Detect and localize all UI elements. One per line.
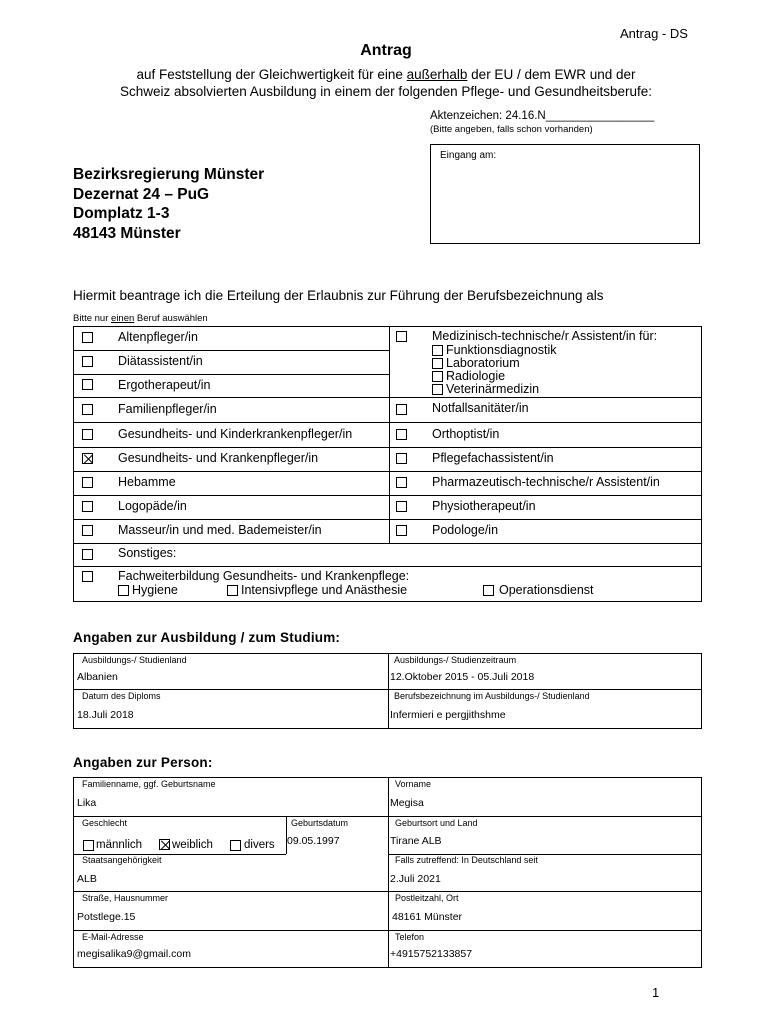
address-line-3: Domplatz 1-3 — [73, 205, 170, 222]
address-line-2: Dezernat 24 – PuG — [73, 185, 210, 203]
address-line-4: 48143 Münster — [73, 224, 181, 242]
caption-vorname: Vorname — [395, 779, 432, 789]
page-title: Antrag — [360, 42, 412, 59]
field-studienland[interactable]: Albanien — [77, 671, 118, 683]
label-kinderkrankenpfleger: Gesundheits- und Kinderkrankenpfleger/in — [118, 427, 353, 441]
document-tag: Antrag - DS — [620, 26, 688, 41]
label-laboratorium: Laboratorium — [446, 356, 520, 370]
hint-pre: Bitte nur — [73, 313, 112, 324]
field-familienname[interactable]: Lika — [77, 797, 97, 809]
page-number: 1 — [652, 985, 660, 1000]
person-table — [73, 777, 702, 968]
checkbox-laboratorium[interactable] — [432, 358, 443, 369]
label-hygiene: Hygiene — [132, 583, 178, 597]
label-altenpfleger: Altenpfleger/in — [118, 330, 198, 344]
checkbox-radiologie[interactable] — [432, 371, 443, 382]
eingang-label: Eingang am: — [440, 150, 497, 161]
checkbox-kinderkrankenpfleger[interactable] — [82, 429, 93, 440]
checkbox-veterinaermedizin[interactable] — [432, 384, 443, 395]
section-person-heading: Angaben zur Person: — [73, 755, 213, 770]
checkbox-notfallsanitaeter[interactable] — [396, 404, 407, 415]
field-in-deutschland-seit[interactable]: 2.Juli 2021 — [390, 873, 441, 885]
label-sonstiges: Sonstiges: — [118, 546, 177, 560]
label-krankenpfleger: Gesundheits- und Krankenpfleger/in — [118, 451, 319, 465]
checkbox-fachweiterbildung[interactable] — [82, 571, 93, 582]
field-vorname[interactable]: Megisa — [390, 797, 424, 809]
field-strasse[interactable]: Potstlege.15 — [77, 911, 136, 923]
checkbox-logopaede[interactable] — [82, 501, 93, 512]
label-weiblich: weiblich — [172, 839, 213, 851]
label-diaetassistent: Diätassistent/in — [118, 354, 203, 368]
subtitle-line-2: Schweiz absolvierten Ausbildung in einem der folgenden Pflege- und Gesundheitsberufe: — [119, 84, 653, 99]
field-berufsbezeichnung[interactable]: Infermieri e pergjithshme — [390, 709, 506, 721]
field-geburtsdatum[interactable]: 09.05.1997 — [287, 835, 340, 847]
label-pta: Pharmazeutisch-technische/r Assistent/in — [432, 475, 660, 489]
caption-plz-ort: Postleitzahl, Ort — [395, 893, 459, 903]
label-familienpfleger: Familienpfleger/in — [118, 402, 217, 416]
checkbox-krankenpfleger[interactable] — [82, 453, 93, 464]
caption-strasse: Straße, Hausnummer — [82, 893, 169, 903]
aktenzeichen-note: (Bitte angeben, falls schon vorhanden) — [430, 124, 593, 135]
field-plz-ort[interactable]: 48161 Münster — [392, 911, 463, 923]
field-staatsangehoerigkeit[interactable]: ALB — [77, 873, 97, 885]
label-fachweiterbildung: Fachweiterbildung Gesundheits- und Krankenpflege: — [118, 569, 410, 583]
caption-geburtsort: Geburtsort und Land — [395, 818, 478, 828]
label-divers: divers — [244, 839, 275, 851]
label-intensivpflege: Intensivpflege und Anästhesie — [241, 583, 408, 597]
label-mta: Medizinisch-technische/r Assistent/in für: — [432, 329, 658, 343]
subtitle-underlined: außerhalb — [406, 67, 468, 82]
page-subtitle — [0, 66, 768, 100]
profession-table — [73, 326, 702, 602]
checkbox-altenpfleger[interactable] — [82, 332, 93, 343]
label-pflegefachassistent: Pflegefachassistent/in — [432, 451, 554, 465]
checkbox-mta[interactable] — [396, 331, 407, 342]
label-veterinaermedizin: Veterinärmedizin — [446, 382, 540, 396]
recipient-address — [73, 165, 264, 243]
section-ausbildung-heading: Angaben zur Ausbildung / zum Studium: — [73, 630, 341, 645]
checkbox-maennlich[interactable] — [83, 840, 94, 851]
label-hebamme: Hebamme — [118, 475, 176, 489]
label-logopaede: Logopäde/in — [118, 499, 187, 513]
checkbox-diaetassistent[interactable] — [82, 356, 93, 367]
label-maennlich: männlich — [96, 839, 143, 851]
ausbildung-table — [73, 653, 702, 729]
selection-hint — [73, 313, 208, 324]
checkbox-masseur[interactable] — [82, 525, 93, 536]
checkbox-sonstiges[interactable] — [82, 549, 93, 560]
subtitle-text-pre: auf Feststellung der Gleichwertigkeit für eine — [136, 67, 407, 82]
label-masseur: Masseur/in und med. Bademeister/in — [118, 523, 322, 537]
caption-geschlecht: Geschlecht — [82, 818, 128, 828]
checkbox-ergotherapeut[interactable] — [82, 379, 93, 390]
checkbox-pflegefachassistent[interactable] — [396, 453, 407, 464]
field-studienzeitraum[interactable]: 12.Oktober 2015 - 05.Juli 2018 — [390, 671, 535, 683]
checkbox-orthoptist[interactable] — [396, 429, 407, 440]
field-geburtsort[interactable]: Tirane ALB — [390, 835, 442, 847]
caption-berufsbezeichnung: Berufsbezeichnung im Ausbildungs-/ Studienland — [394, 691, 590, 701]
label-podologe: Podologe/in — [432, 523, 499, 537]
caption-familienname: Familienname, ggf. Geburtsname — [82, 779, 216, 789]
label-funktionsdiagnostik: Funktionsdiagnostik — [446, 343, 557, 357]
field-telefon[interactable]: +4915752133857 — [390, 948, 473, 960]
address-line-1: Bezirksregierung Münster — [73, 166, 265, 183]
checkbox-familienpfleger[interactable] — [82, 404, 93, 415]
caption-geburtsdatum: Geburtsdatum — [291, 818, 349, 828]
checkbox-operationsdienst[interactable] — [483, 585, 494, 596]
caption-studienzeitraum: Ausbildungs-/ Studienzeitraum — [394, 655, 517, 665]
caption-datum-diplom: Datum des Diploms — [82, 691, 161, 701]
checkbox-physiotherapeut[interactable] — [396, 501, 407, 512]
checkbox-hebamme[interactable] — [82, 477, 93, 488]
field-datum-diplom[interactable]: 18.Juli 2018 — [77, 709, 134, 721]
subtitle-text-post: der EU / dem EWR und der — [467, 67, 636, 82]
checkbox-hygiene[interactable] — [118, 585, 129, 596]
caption-telefon: Telefon — [395, 932, 425, 942]
caption-studienland: Ausbildungs-/ Studienland — [82, 655, 187, 665]
caption-email: E-Mail-Adresse — [82, 932, 144, 942]
intro-text: Hiermit beantrage ich die Erteilung der Erlaubnis zur Führung der Berufsbezeichnung als — [73, 288, 604, 303]
label-operationsdienst: Operationsdienst — [499, 583, 594, 597]
eingang-box — [430, 144, 700, 244]
field-email[interactable]: megisalika9@gmail.com — [77, 948, 191, 960]
aktenzeichen-field[interactable]: Aktenzeichen: 24.16.N_________________ — [430, 110, 655, 122]
checkbox-funktionsdiagnostik[interactable] — [432, 345, 443, 356]
label-notfallsanitaeter: Notfallsanitäter/in — [432, 401, 529, 415]
label-physiotherapeut: Physiotherapeut/in — [432, 499, 536, 513]
label-orthoptist: Orthoptist/in — [432, 427, 500, 441]
caption-in-deutschland-seit: Falls zutreffend: In Deutschland seit — [395, 855, 538, 865]
checkbox-divers[interactable] — [230, 840, 241, 851]
hint-underlined: einen — [111, 313, 135, 324]
label-ergotherapeut: Ergotherapeut/in — [118, 378, 211, 392]
caption-staatsangehoerigkeit: Staatsangehörigkeit — [82, 855, 162, 865]
label-radiologie: Radiologie — [446, 369, 506, 383]
checkbox-intensivpflege[interactable] — [227, 585, 238, 596]
checkbox-weiblich[interactable] — [159, 839, 170, 850]
checkbox-pta[interactable] — [396, 477, 407, 488]
checkbox-podologe[interactable] — [396, 525, 407, 536]
hint-post: Beruf auswählen — [134, 313, 208, 324]
